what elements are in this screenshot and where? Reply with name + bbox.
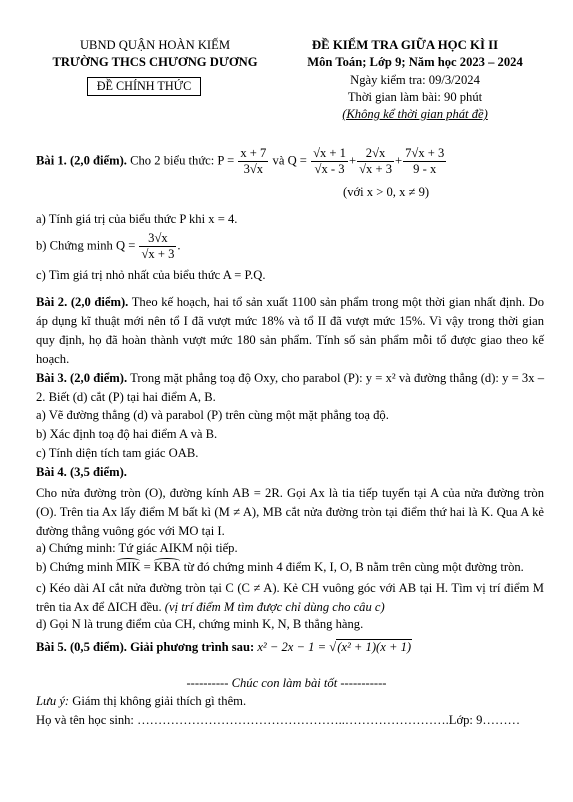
p-name: P = xyxy=(217,153,235,168)
subject-line: Môn Toán; Lớp 9; Năm học 2023 – 2024 xyxy=(307,55,523,69)
note-label: Lưu ý: xyxy=(36,694,70,708)
bai4-paragraph: Cho nửa đường tròn (O), đường kính AB = 2R. Gọi Ax là tia tiếp tuyến tại A của nửa đường tròn (O). Trên tia Ax lấy điểm M bất kì (M ≠ A), MB cắt nửa đường tròn tại điểm thứ hai là K. Qua A kẻ đường thẳng vuông góc với MO tại I. xyxy=(36,486,544,538)
exam-title: ĐỀ KIỂM TRA GIỮA HỌC KÌ II xyxy=(311,38,499,52)
p-fraction xyxy=(238,146,268,177)
bai2-label: Bài 2. (2,0 điểm). xyxy=(36,295,129,309)
duration-note: (Không kể thời gian phát đề) xyxy=(342,107,488,121)
bai5-label: Bài 5. (0,5 điểm). Giải phương trình sau: xyxy=(36,640,255,654)
p-denominator: 3√x xyxy=(243,162,264,176)
bai1-condition: (với x > 0, x ≠ 9) xyxy=(343,185,430,199)
bai2-paragraph xyxy=(36,293,544,369)
bai5-radicand: (x² + 1)(x + 1) xyxy=(337,640,412,654)
bai1-part-c: c) Tìm giá trị nhỏ nhất của biểu thức A = P.Q. xyxy=(36,268,266,282)
bai3-part-a: a) Vẽ đường thẳng (d) và parabol (P) trên cùng một mặt phẳng toạ độ. xyxy=(36,408,389,422)
q-term3-num: 7√x + 3 xyxy=(405,146,445,160)
exam-duration: Thời gian làm bài: 90 phút xyxy=(347,90,483,104)
q-term1-num: √x + 1 xyxy=(313,146,346,160)
q-name: Q = xyxy=(287,153,307,168)
bai1-part-a: a) Tính giá trị của biểu thức P khi x = 4. xyxy=(36,212,238,226)
bai1-b-den: √x + 3 xyxy=(141,247,175,261)
angle-kba: KBA xyxy=(153,560,181,574)
bai1-label: Bài 1. (2,0 điểm). xyxy=(36,153,127,168)
q-term2-den: √x + 3 xyxy=(359,162,392,176)
bai4-part-a: a) Chứng minh: Tứ giác AIKM nội tiếp. xyxy=(36,541,238,555)
bai1-part-b: b) Chứng minh Q = $\frac{3√x}{√x + 3}$ . xyxy=(36,231,181,261)
school-name: TRƯỜNG THCS CHƯƠNG DƯƠNG xyxy=(52,55,258,69)
q-term3 xyxy=(403,146,446,177)
bai4-c-text: c) Kéo dài AI cắt nửa đường tròn tại C (C ≠ A). Kẻ CH vuông góc với AB tại H. Tìm vị trí điểm M trên tia Ax để ΔICH đều. xyxy=(36,581,544,614)
note-text: Giám thị không giải thích gì thêm. xyxy=(72,694,247,708)
exam-date: Ngày kiểm tra: 09/3/2024 xyxy=(350,73,480,87)
q-term2-num: 2√x xyxy=(357,146,394,162)
bai1-b-fraction xyxy=(139,231,176,262)
bai1-expressions: Bài 1. (2,0 điểm). Cho 2 biểu thức: P = $\frac{x + 7}{3√x}$ và Q = $\frac{√x + 1}{√x - 3}$ + $\frac{2√x}{√x + 3}$ + $\frac{7√x + 3}{9 - x}$ xyxy=(36,146,445,176)
bai4-b-prefix: b) Chứng minh xyxy=(36,560,113,574)
bai1-b-q: Q = xyxy=(115,238,136,253)
q-term2 xyxy=(357,146,394,177)
q-term1 xyxy=(311,146,348,177)
q-term3-den: 9 - x xyxy=(413,162,437,176)
bai5-line xyxy=(36,640,412,655)
bai4-c-note: (vị trí điểm M tìm được chỉ dùng cho câu c) xyxy=(164,600,385,614)
good-luck-line: ---------- Chúc con làm bài tốt ----------- xyxy=(186,676,387,690)
q-term1-den: √x - 3 xyxy=(314,162,345,176)
bai1-intro: Cho 2 biểu thức: xyxy=(130,153,215,168)
bai4-part-d: d) Gọi N là trung điểm của CH, chứng minh K, N, B thẳng hàng. xyxy=(36,617,364,631)
bai1-b-prefix: b) Chứng minh xyxy=(36,238,113,253)
bai3-text: Trong mặt phẳng toạ độ Oxy, cho parabol (P): y = x² và đường thẳng (d): y = 3x – 2. Biết (d) cắt (P) tại hai điểm A, B. xyxy=(36,371,545,404)
bai4-b-equals: = xyxy=(143,560,151,574)
bai3-part-c: c) Tính diện tích tam giác OAB. xyxy=(36,446,199,460)
department-name: UBND QUẬN HOÀN KIẾM xyxy=(79,38,231,52)
student-info-line: Họ và tên học sinh: …………………………………………..…………………….Lớp: 9……… xyxy=(36,713,521,727)
bai4-label: Bài 4. (3,5 điểm). xyxy=(36,465,127,479)
bai4-part-b xyxy=(36,560,524,575)
bai5-root: √(x² + 1)(x + 1) xyxy=(329,640,412,654)
bai5-eq-left: x² − 2x − 1 = xyxy=(257,640,327,654)
bai4-part-c xyxy=(36,579,544,617)
and-word: và xyxy=(272,153,285,168)
bai3-label: Bài 3. (2,0 điểm). xyxy=(36,371,128,385)
bai2-text: Theo kế hoạch, hai tổ sản xuất 1100 sản phẩm trong một thời gian nhất định. Do áp dụng kĩ thuật mới nên tổ I đã vượt mức 18% và tổ II đã vượt mức 15%. Vì vậy trong thời gian quy định, họ đã hoàn thành vượt mức 180 sản phẩm. Tính số sản phẩm mỗi tổ được giao theo kế hoạch. xyxy=(36,295,545,366)
angle-mik: MIK xyxy=(115,560,141,574)
note-line xyxy=(36,694,246,709)
official-badge: ĐỀ CHÍNH THỨC xyxy=(87,77,201,96)
bai1-b-num: 3√x xyxy=(139,231,176,247)
p-numerator: x + 7 xyxy=(240,146,267,160)
bai3-part-b: b) Xác định toạ độ hai điểm A và B. xyxy=(36,427,218,441)
bai4-b-rest: từ đó chứng minh 4 điểm K, I, O, B nằm trên cùng một đường tròn. xyxy=(183,560,524,574)
bai3-paragraph xyxy=(36,369,544,407)
